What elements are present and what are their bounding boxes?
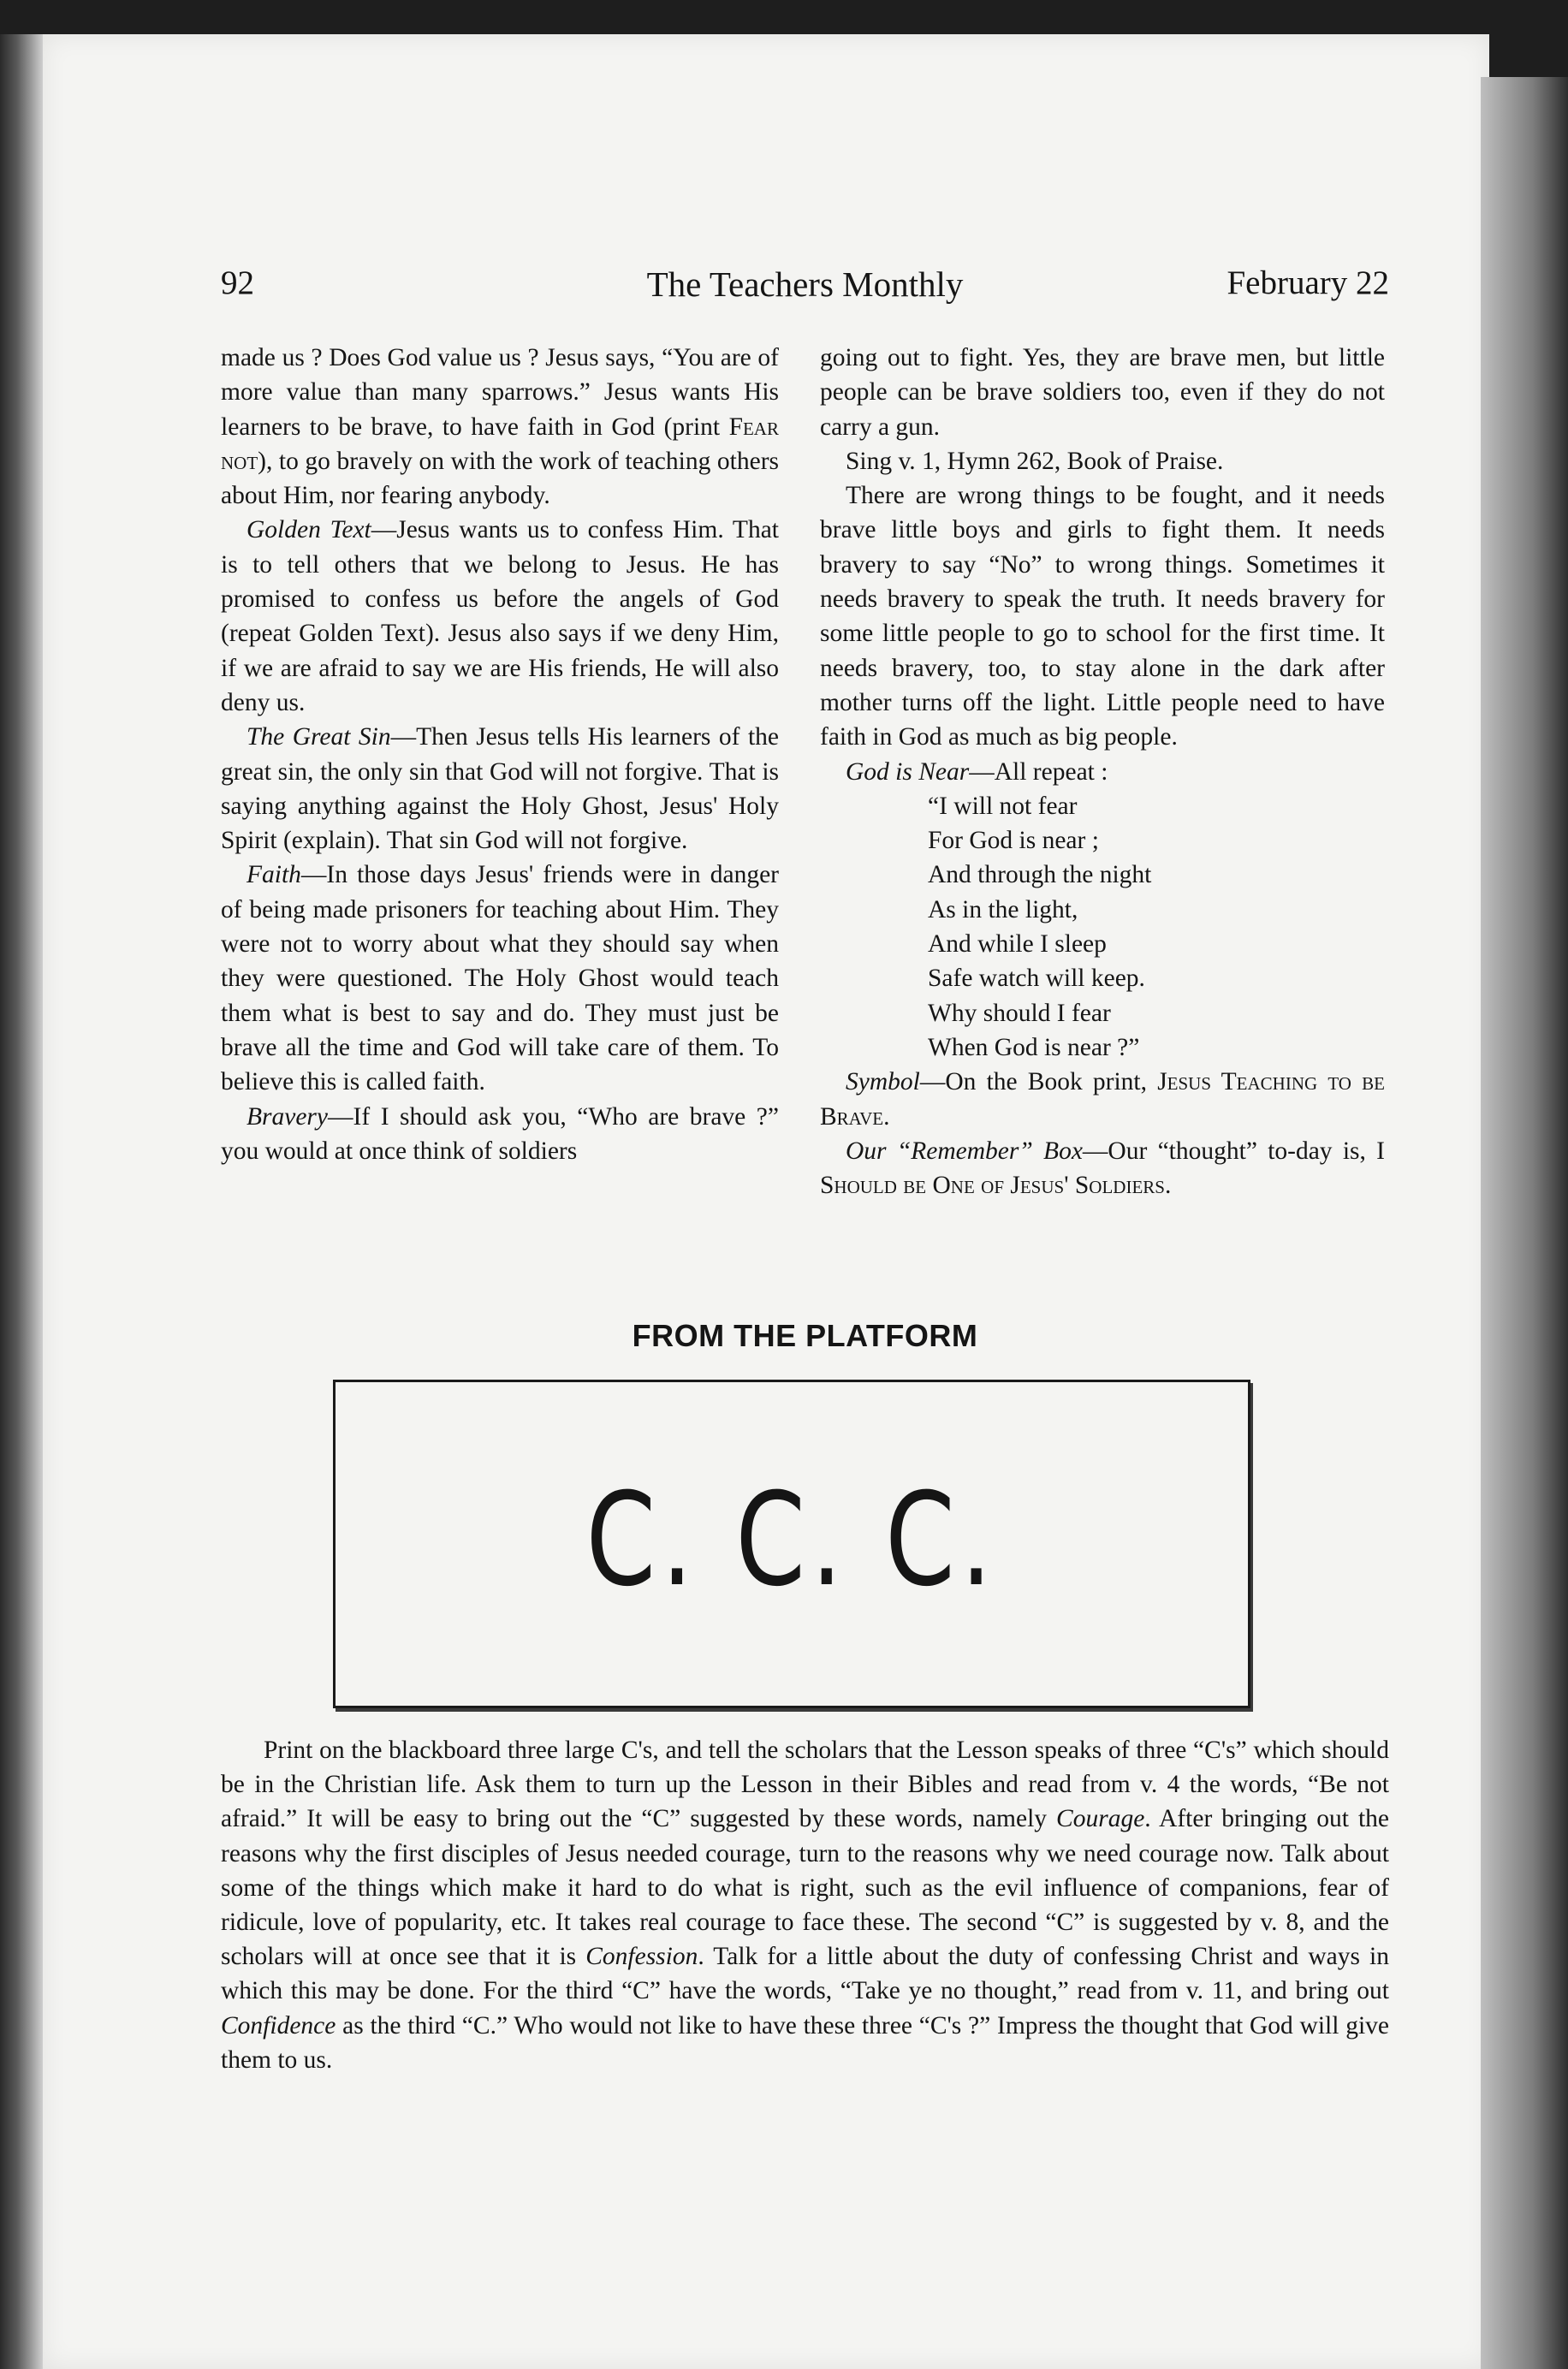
poem-line: And while I sleep <box>928 930 1107 959</box>
paragraph: made us ? Does God value us ? Jesus says, “You are of more value than many sparrows.” Jesus wants His learners to be brave, to have faith in God (print Fear not), to go bravely on with the work of teaching others about Him, nor fearing anybody. <box>221 344 779 510</box>
page-edge-shadow <box>1481 77 1568 2369</box>
paragraph: There are wrong things to be fought, and it needs brave little boys and girls to fight them. It needs bravery to say “No” to wrong things. Sometimes it needs bravery to speak the truth. It needs bravery for some little people to go to school for the first time. It needs bravery, too, to stay alone in the dark after mother turns off the light. Little people need to have faith in God as much as big people. <box>820 482 1385 751</box>
section-heading: FROM THE PLATFORM <box>632 1318 978 1353</box>
symbol-paragraph: Symbol—On the Book print, Jesus Teaching to be Brave. <box>820 1068 1385 1131</box>
emphasis-text: Confidence <box>221 2011 336 2039</box>
god-is-near-paragraph: God is Near—All repeat : <box>846 757 1108 786</box>
page-number: 92 <box>221 264 254 301</box>
great-sin-paragraph: The Great Sin—Then Jesus tells His learners of the great sin, the only sin that God will not forgive. That is saying anything against the Holy Ghost, Jesus' Holy Spirit (explain). That sin God will not forgive. <box>221 723 779 855</box>
platform-paragraph: Print on the blackboard three large C's, and tell the scholars that the Lesson speaks of three “C's” which should be in the Christian life. Ask them to turn up the Lesson in their Bibles and read from v. 4 the words, “Be not afraid.” It will be easy to bring out the “C” suggested by these words, namely Courage. After bringing out the reasons why the first disciples of Jesus needed courage, turn to the reasons why we need courage now. Talk about some of the things which make it hard to do what is right, such as the evil influence of companions, fear of ridicule, love of popularity, etc. It takes real courage to face these. The second “C” is suggested by v. 8, and the scholars will at once see that it is Confession. Talk for a little about the duty of confessing Christ and ways in which this may be done. For the third “C” have the words, “Take ye no thought,” read from v. 11, and bring out Confidence as the third “C.” Who would not like to have these three “C's ?” Impress the thought that God will give them to us. <box>221 1737 1389 2074</box>
poem-line: “I will not fear <box>928 792 1078 820</box>
left-column <box>221 341 779 1168</box>
poem-line: And through the night <box>928 861 1152 889</box>
golden-text-paragraph: Golden Text—Jesus wants us to confess Him. That is to tell others that we belong to Jesus. He has promised to confess us before the angels of God (repeat Golden Text). Jesus also says if we deny Him, if we are afraid to say we are His friends, He will also deny us. <box>221 516 779 716</box>
poem <box>820 789 1385 1065</box>
emphasis-text: Courage <box>1056 1805 1145 1833</box>
faith-paragraph: Faith—In those days Jesus' friends were in danger of being made prisoners for teaching about Him. They were not to worry about what they should say when they were questioned. The Holy Ghost would teach them what is best to say and do. They must just be brave all the time and God will take care of them. To believe this is called faith. <box>221 861 779 1096</box>
emphasis-text: Confession <box>585 1943 698 1971</box>
bravery-paragraph: Bravery—If I should ask you, “Who are brave ?” you would at once think of soldiers <box>221 1102 779 1165</box>
small-caps-text: Should be One of Jesus' Soldiers. <box>820 1172 1172 1200</box>
run-in-heading: Faith <box>246 861 301 889</box>
poem-line: When God is near ?” <box>928 1033 1140 1061</box>
run-in-heading: Golden Text <box>246 516 371 544</box>
run-in-heading: Symbol <box>846 1068 920 1096</box>
poem-line: Safe watch will keep. <box>928 965 1145 993</box>
remember-box-paragraph: Our “Remember” Box—Our “thought” to-day is, I Should be One of Jesus' Soldiers. <box>820 1137 1385 1200</box>
poem-line: Why should I fear <box>928 999 1111 1027</box>
poem-line: For God is near ; <box>928 827 1099 855</box>
book-binding <box>0 34 43 2369</box>
blackboard-text: C. C. C. <box>585 1466 998 1615</box>
issue-date: February 22 <box>1226 264 1389 301</box>
paragraph: going out to fight. Yes, they are brave men, but little people can be brave soldiers too, even if they do not carry a gun. <box>820 344 1385 441</box>
run-in-heading: Our “Remember” Box <box>846 1137 1083 1165</box>
run-in-heading: Bravery <box>246 1102 329 1131</box>
poem-line: As in the light, <box>928 895 1078 923</box>
blackboard-box <box>333 1380 1250 1708</box>
small-caps-text: Fear not <box>221 413 779 475</box>
run-in-heading: The Great Sin <box>246 723 391 751</box>
journal-title: The Teachers Monthly <box>646 264 964 304</box>
hymn-paragraph: Sing v. 1, Hymn 262, Book of Praise. <box>846 447 1224 475</box>
run-in-heading: God is Near <box>846 757 970 786</box>
right-column <box>820 341 1385 1202</box>
small-caps-text: Jesus Teaching to be Brave. <box>820 1068 1385 1131</box>
running-header <box>221 264 1389 315</box>
